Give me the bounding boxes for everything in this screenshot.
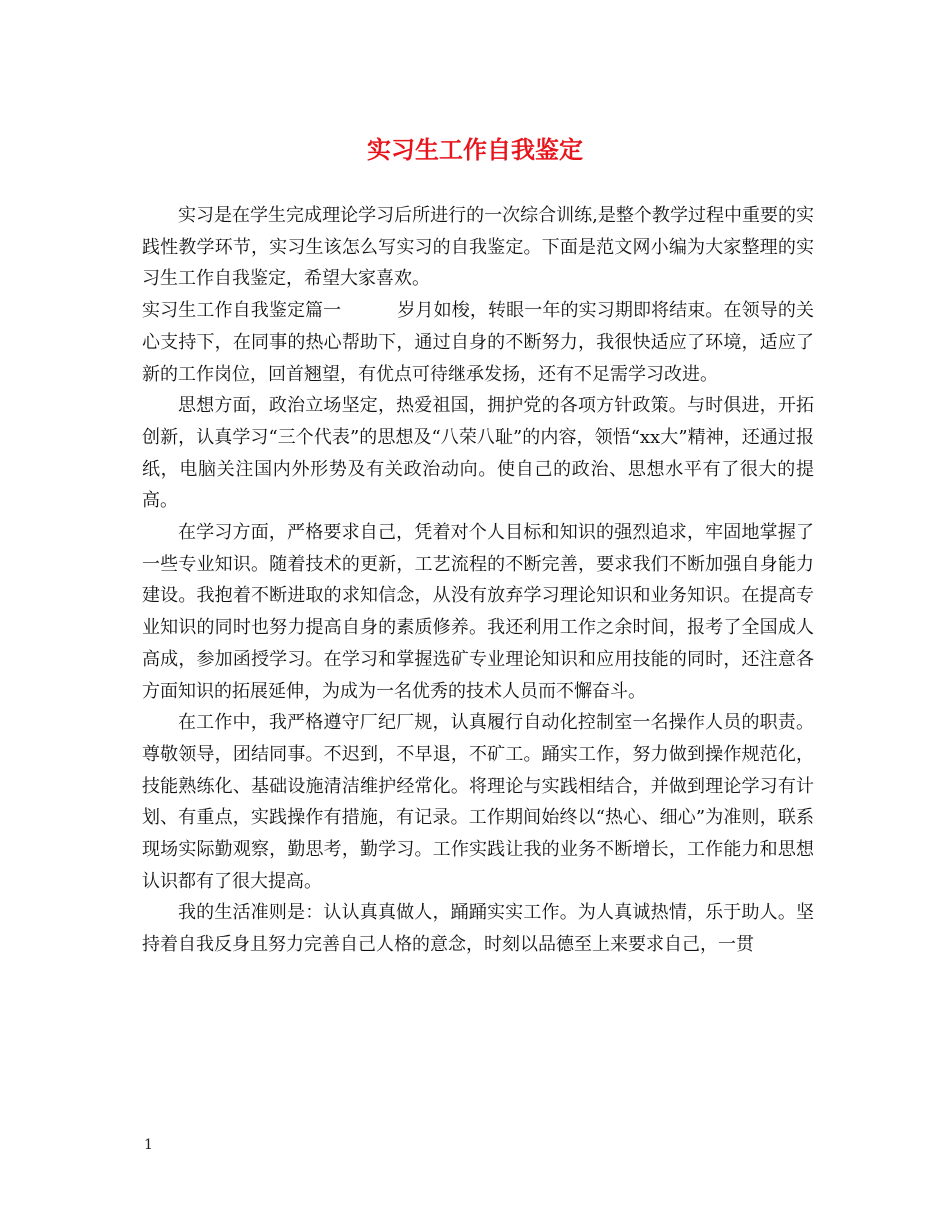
section-heading: 实习生工作自我鉴定篇一 — [142, 300, 342, 322]
section-paragraph — [142, 295, 814, 390]
document-title: 实习生工作自我鉴定 — [367, 135, 583, 164]
intro-paragraph: 实习是在学生完成理论学习后所进行的一次综合训练,是整个教学过程中重要的实践性教学环节，实习生该怎么写实习的自我鉴定。下面是范文网小编为大家整理的实习生工作自我鉴定，希望大家喜欢。 — [142, 205, 814, 290]
page-number: 1 — [144, 1137, 153, 1153]
body-paragraph-thought: 思想方面，政治立场坚定，热爱祖国，拥护党的各项方针政策。与时俱进，开拓创新，认真学习“三个代表”的思想及“八荣八耻”的内容，领悟“xx大”精神，还通过报纸，电脑关注国内外形势及有关政治动向。使自己的政治、思想水平有了很大的提高。 — [142, 395, 814, 512]
section-first-sentence: 岁月如梭，转眼一年的实习期即将结束。在领导的关心支持下，在同事的热心帮助下，通过自身的不断努力，我很快适应了环境，适应了新的工作岗位，回首翘望，有优点可待继承发扬，还有不足需学习改进。 — [142, 300, 815, 385]
document-body — [142, 200, 814, 961]
body-paragraph-study: 在学习方面，严格要求自己，凭着对个人目标和知识的强烈追求，牢固地掌握了一些专业知识。随着技术的更新，工艺流程的不断完善，要求我们不断加强自身能力建设。我抱着不断进取的求知信念，从没有放弃学习理论知识和业务知识。在提高专业知识的同时也努力提高自身的素质修养。我还利用工作之余时间，报考了全国成人高成，参加函授学习。在学习和掌握选矿专业理论知识和应用技能的同时，还注意各方面知识的拓展延伸，为成为一名优秀的技术人员而不懈奋斗。 — [142, 522, 814, 702]
body-paragraph-life: 我的生活准则是：认认真真做人，踊踊实实工作。为人真诚热情，乐于助人。坚持着自我反身且努力完善自己人格的意念，时刻以品德至上来要求自己，一贯 — [142, 902, 814, 956]
body-paragraph-work: 在工作中，我严格遵守厂纪厂规，认真履行自动化控制室一名操作人员的职责。尊敬领导，团结同事。不迟到，不早退，不矿工。踊实工作，努力做到操作规范化，技能熟练化、基础设施清洁维护经常化。将理论与实践相结合，并做到理论学习有计划、有重点，实践操作有措施，有记录。工作期间始终以“热心、细心”为准则，联系现场实际勤观察，勤思考，勤学习。工作实践让我的业务不断增长，工作能力和思想认识都有了很大提高。 — [142, 712, 814, 892]
